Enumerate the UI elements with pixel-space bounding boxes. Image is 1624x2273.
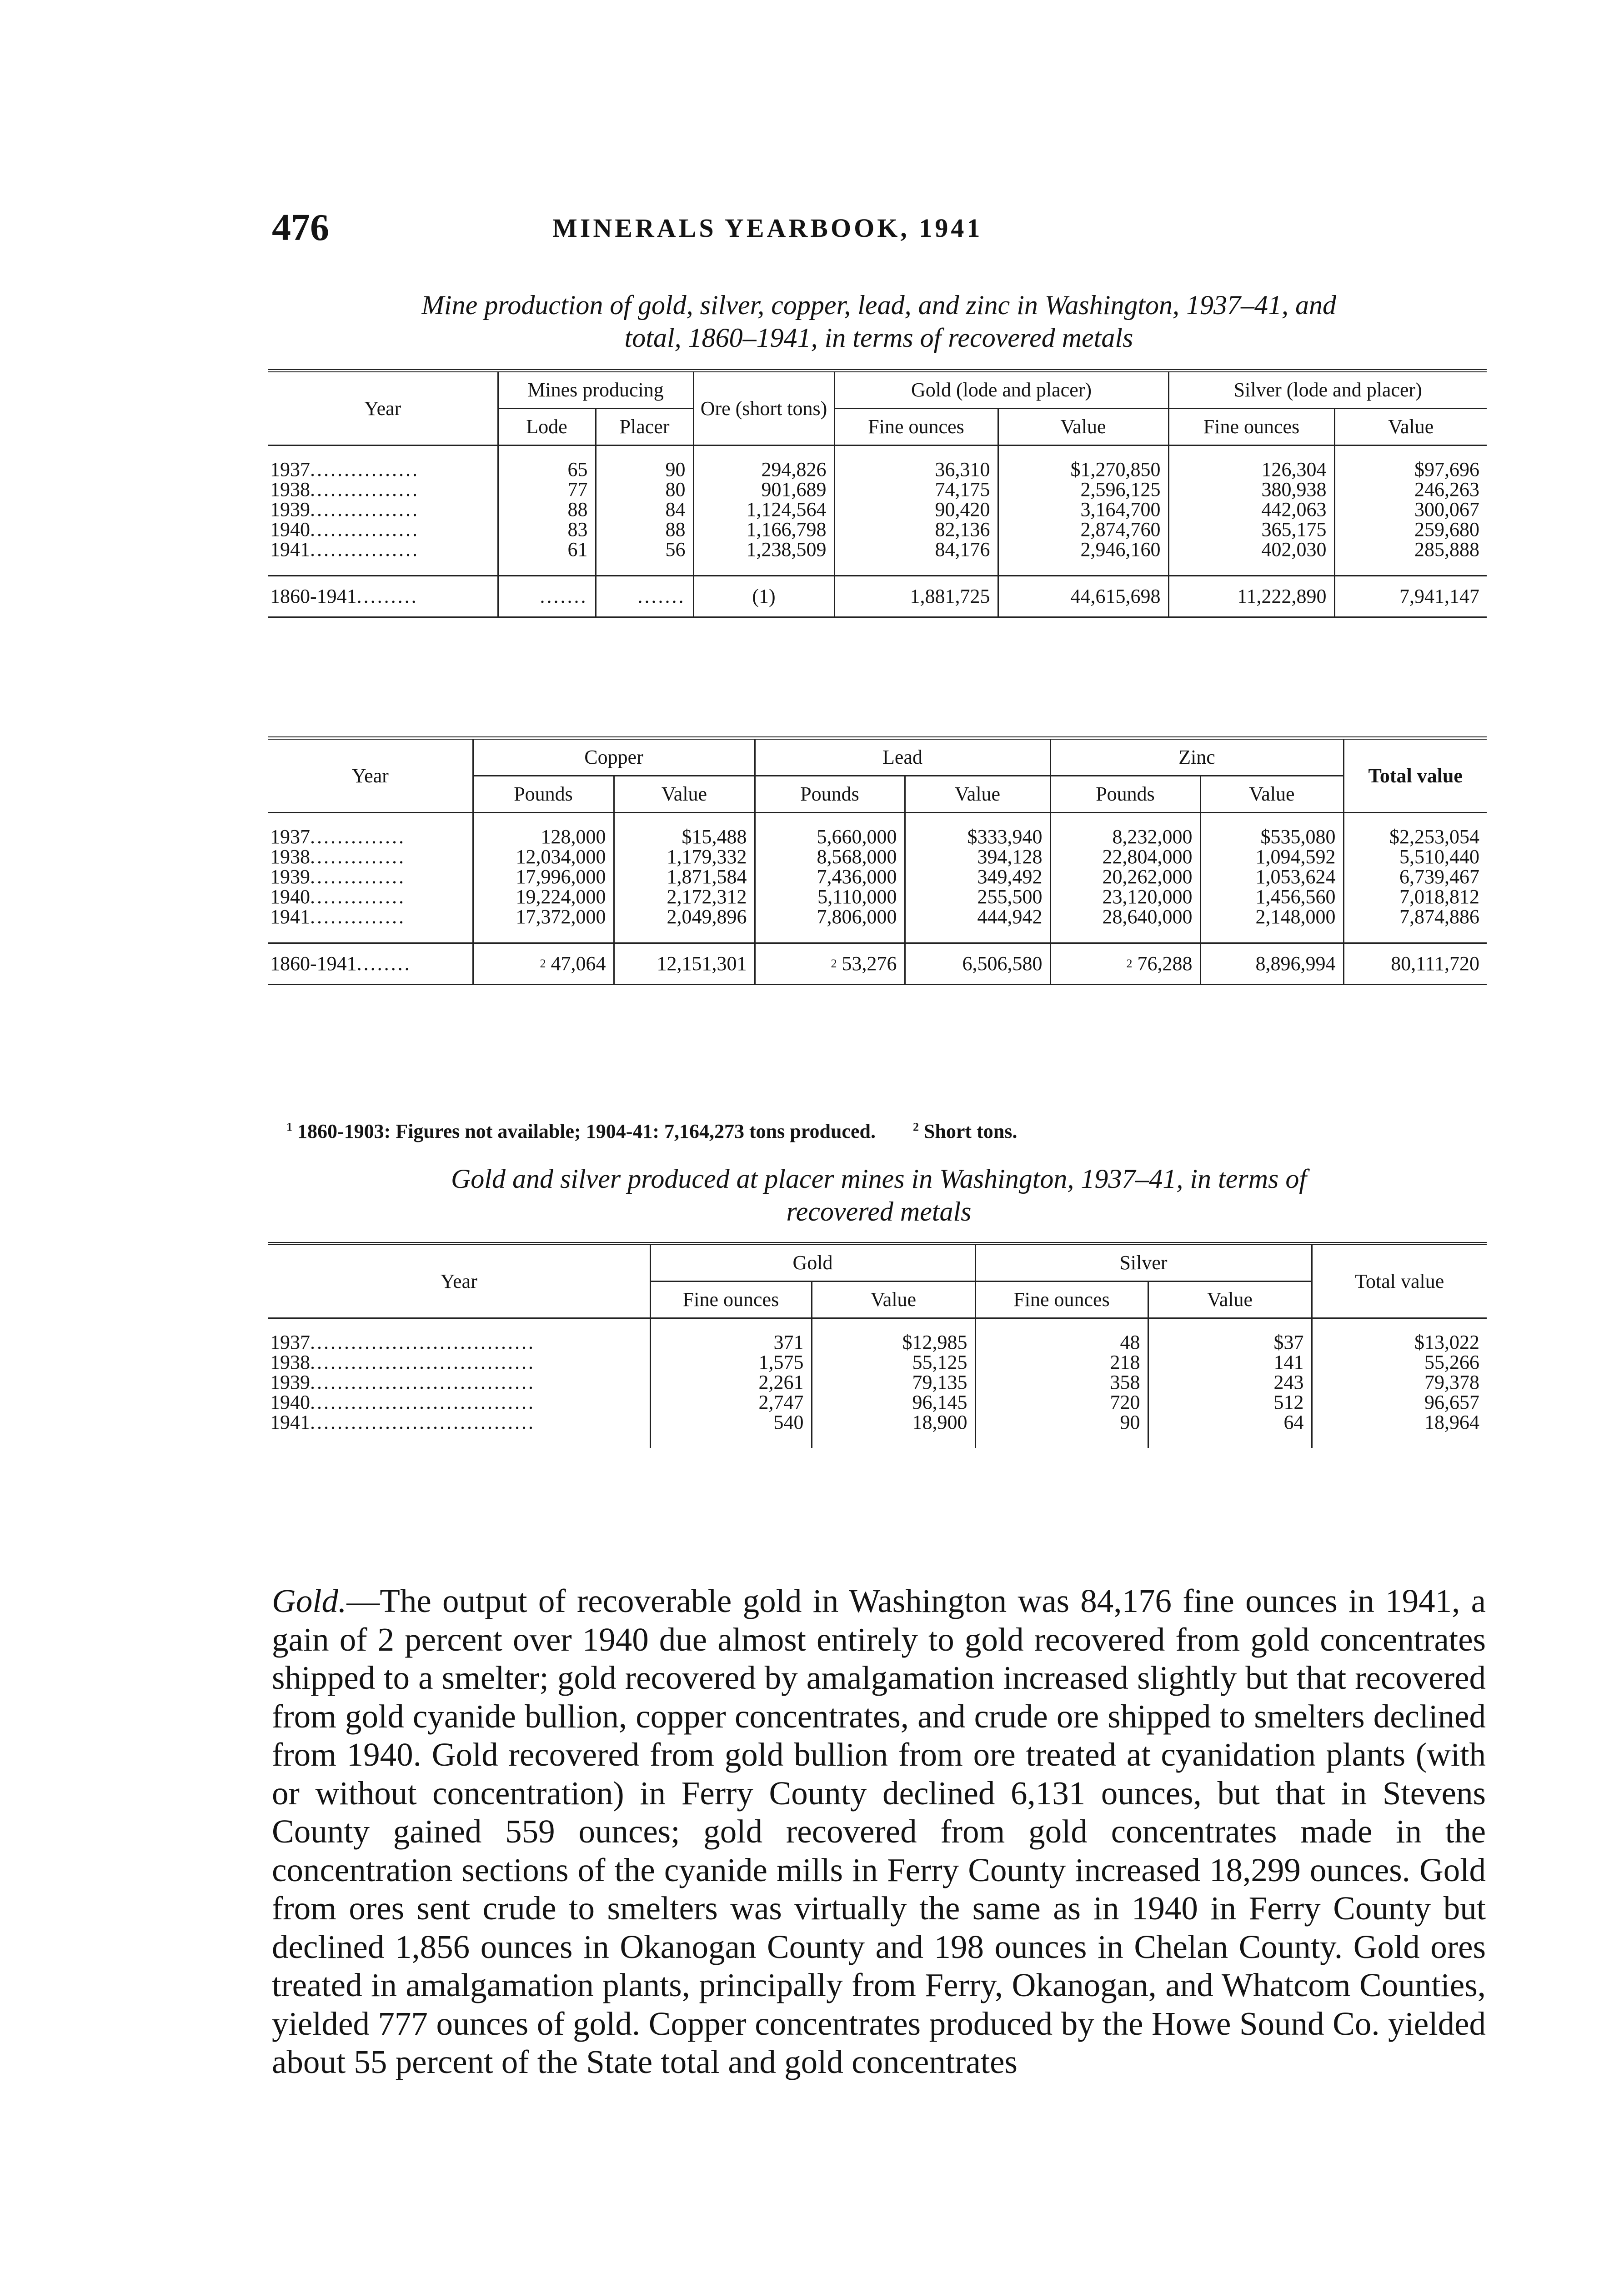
table-total-row: 1860-1941........ $^2$ 47,064 12,151,301 $^2$ 53,276 6,506,580 $^2$ 76,288 8,896,994 80,111,720 — [268, 943, 1487, 985]
table-row: 1939.............. 17,996,000 1,871,584 7,436,000 349,492 20,262,000 1,053,624 6,739,467 — [268, 867, 1487, 887]
ore-cell: (1) — [693, 576, 834, 617]
gold-oz-cell: 90,420 — [834, 500, 998, 520]
gold-value-cell: 2,874,760 — [998, 520, 1168, 540]
gold-value-cell: 2,596,125 — [998, 480, 1168, 500]
gold-value-cell: 55,125 — [812, 1352, 975, 1372]
zn-pounds-cell: 23,120,000 — [1050, 887, 1200, 907]
cu-value-cell: 2,049,896 — [614, 907, 755, 927]
footnote-2: Short tons. — [923, 1120, 1018, 1142]
table-row: 1941................ 61 56 1,238,509 84,176 2,946,160 402,030 285,888 — [268, 540, 1487, 560]
table3 — [268, 1242, 1487, 1448]
zn-value-cell: $535,080 — [1200, 827, 1343, 847]
ore-cell: 1,238,509 — [693, 540, 834, 560]
pb-pounds-cell: 7,436,000 — [755, 867, 905, 887]
page-number: 476 — [272, 206, 329, 249]
table1-placer-header: Placer — [596, 409, 693, 446]
cu-value-cell: 1,179,332 — [614, 847, 755, 867]
table2 — [268, 736, 1487, 985]
gold-value-cell: 79,135 — [812, 1372, 975, 1392]
table2-total-value-header: Total value — [1343, 738, 1487, 813]
table1-gold-header: Gold (lode and placer) — [834, 371, 1168, 409]
year-cell: 1938 — [270, 1351, 310, 1373]
table-row: 1941.............. 17,372,000 2,049,896 7,806,000 444,942 28,640,000 2,148,000 7,874,886 — [268, 907, 1487, 927]
table2-zn-value-header: Value — [1200, 776, 1343, 813]
pb-value-cell: 444,942 — [905, 907, 1050, 927]
table1 — [268, 369, 1487, 618]
placer-cell: 90 — [596, 460, 693, 480]
silver-value-cell: 7,941,147 — [1334, 576, 1487, 617]
running-title: MINERALS YEARBOOK, 1941 — [552, 213, 983, 243]
cu-pounds-cell: 47,064 — [551, 952, 606, 975]
footnotes — [286, 1120, 1017, 1143]
table-row: 1940.............. 19,224,000 2,172,312 5,110,000 255,500 23,120,000 1,456,560 7,018,812 — [268, 887, 1487, 907]
gold-oz-cell: 1,881,725 — [834, 576, 998, 617]
silver-value-cell: 246,263 — [1334, 480, 1487, 500]
table2-copper-header: Copper — [473, 738, 755, 776]
table1-gold-value-header: Value — [998, 409, 1168, 446]
table2-lead-header: Lead — [755, 738, 1050, 776]
gold-oz-cell: 2,747 — [650, 1392, 812, 1412]
total-value-cell: 80,111,720 — [1343, 943, 1487, 985]
gold-value-cell: 2,946,160 — [998, 540, 1168, 560]
table-row: 1939................................. 2,261 79,135 358 243 79,378 — [268, 1372, 1487, 1392]
table-row: 1940................................. 2,747 96,145 720 512 96,657 — [268, 1392, 1487, 1412]
gold-oz-cell: 1,575 — [650, 1352, 812, 1372]
year-cell: 1941 — [270, 1411, 310, 1433]
gold-oz-cell: 74,175 — [834, 480, 998, 500]
total-value-cell: 6,739,467 — [1343, 867, 1487, 887]
pb-pounds-cell: 5,110,000 — [755, 887, 905, 907]
cu-pounds-cell: 17,372,000 — [473, 907, 614, 927]
total-value-cell: 7,874,886 — [1343, 907, 1487, 927]
zn-pounds-cell: 8,232,000 — [1050, 827, 1200, 847]
table3-caption-line1: Gold and silver produced at placer mines in Washington, 1937–41, in terms of — [451, 1164, 1307, 1194]
table2-zn-pounds-header: Pounds — [1050, 776, 1200, 813]
year-cell: 1940 — [270, 518, 310, 541]
total-value-cell: 55,266 — [1312, 1352, 1487, 1372]
table2-year-header: Year — [268, 738, 473, 813]
zn-pounds-cell: 28,640,000 — [1050, 907, 1200, 927]
gold-value-cell: 18,900 — [812, 1412, 975, 1432]
silver-value-cell: 285,888 — [1334, 540, 1487, 560]
silver-oz-cell: 720 — [975, 1392, 1148, 1412]
table1-caption — [272, 289, 1486, 354]
zn-value-cell: 1,053,624 — [1200, 867, 1343, 887]
zn-pounds-cell: 20,262,000 — [1050, 867, 1200, 887]
pb-pounds-cell: 7,806,000 — [755, 907, 905, 927]
silver-oz-cell: 365,175 — [1168, 520, 1334, 540]
lode-cell: 83 — [498, 520, 596, 540]
year-cell: 1940 — [270, 886, 310, 908]
gold-oz-cell: 84,176 — [834, 540, 998, 560]
table3-gold-oz-header: Fine ounces — [650, 1282, 812, 1318]
year-cell: 1941 — [270, 538, 310, 561]
footnote-ref: 2 — [540, 957, 546, 970]
table3-caption — [272, 1162, 1486, 1228]
table1-caption-line2: total, 1860–1941, in terms of recovered metals — [624, 323, 1133, 353]
silver-oz-cell: 48 — [975, 1332, 1148, 1352]
footnote-mark: 1 — [286, 1120, 292, 1134]
cu-value-cell: 12,151,301 — [614, 943, 755, 985]
table3-gold-header: Gold — [650, 1244, 975, 1282]
table1-silver-value-header: Value — [1334, 409, 1487, 446]
table3-caption-line2: recovered metals — [786, 1197, 972, 1227]
placer-cell: 56 — [596, 540, 693, 560]
year-cell: 1939 — [270, 866, 310, 888]
table-row: 1941................................. 540 18,900 90 64 18,964 — [268, 1412, 1487, 1432]
cu-value-cell: 1,871,584 — [614, 867, 755, 887]
table1-silver-header: Silver (lode and placer) — [1168, 371, 1487, 409]
total-value-cell: 7,018,812 — [1343, 887, 1487, 907]
year-cell: 1937 — [270, 458, 310, 481]
silver-value-cell: 512 — [1148, 1392, 1312, 1412]
table2-pb-pounds-header: Pounds — [755, 776, 905, 813]
gold-value-cell: 96,145 — [812, 1392, 975, 1412]
zn-pounds-cell: 76,288 — [1137, 952, 1193, 975]
placer-cell: 80 — [596, 480, 693, 500]
table-row: 1937................ 65 90 294,826 36,310 $1,270,850 126,304 $97,696 — [268, 460, 1487, 480]
silver-oz-cell: 358 — [975, 1372, 1148, 1392]
paragraph-lead: Gold. — [272, 1582, 347, 1619]
silver-value-cell: 64 — [1148, 1412, 1312, 1432]
zn-value-cell: 2,148,000 — [1200, 907, 1343, 927]
table2-cu-pounds-header: Pounds — [473, 776, 614, 813]
table1-lode-header: Lode — [498, 409, 596, 446]
gold-oz-cell: 540 — [650, 1412, 812, 1432]
total-value-cell: 79,378 — [1312, 1372, 1487, 1392]
table-row: 1939................ 88 84 1,124,564 90,420 3,164,700 442,063 300,067 — [268, 500, 1487, 520]
ore-cell: 294,826 — [693, 460, 834, 480]
year-cell: 1938 — [270, 846, 310, 868]
table3-year-header: Year — [268, 1244, 650, 1318]
table-row: 1938................ 77 80 901,689 74,175 2,596,125 380,938 246,263 — [268, 480, 1487, 500]
footnote-mark: 2 — [912, 1120, 919, 1134]
table2-zinc-header: Zinc — [1050, 738, 1343, 776]
cu-pounds-cell: 128,000 — [473, 827, 614, 847]
lode-cell: 77 — [498, 480, 596, 500]
gold-value-cell: $12,985 — [812, 1332, 975, 1352]
silver-oz-cell: 11,222,890 — [1168, 576, 1334, 617]
cu-pounds-cell: 12,034,000 — [473, 847, 614, 867]
ore-cell: 1,166,798 — [693, 520, 834, 540]
table3-silver-header: Silver — [975, 1244, 1312, 1282]
gold-oz-cell: 82,136 — [834, 520, 998, 540]
silver-value-cell: 141 — [1148, 1352, 1312, 1372]
total-value-cell: 5,510,440 — [1343, 847, 1487, 867]
year-cell: 1860-1941 — [270, 585, 357, 607]
table3-gold-value-header: Value — [812, 1282, 975, 1318]
silver-oz-cell: 126,304 — [1168, 460, 1334, 480]
silver-value-cell: 243 — [1148, 1372, 1312, 1392]
table1-gold-oz-header: Fine ounces — [834, 409, 998, 446]
lode-cell: 65 — [498, 460, 596, 480]
table1-mines-header: Mines producing — [498, 371, 693, 409]
pb-value-cell: 394,128 — [905, 847, 1050, 867]
cu-pounds-cell: 19,224,000 — [473, 887, 614, 907]
table3-silver-oz-header: Fine ounces — [975, 1282, 1148, 1318]
total-value-cell: 18,964 — [1312, 1412, 1487, 1432]
table-row: 1940................ 83 88 1,166,798 82,136 2,874,760 365,175 259,680 — [268, 520, 1487, 540]
gold-oz-cell: 36,310 — [834, 460, 998, 480]
pb-value-cell: 6,506,580 — [905, 943, 1050, 985]
pb-pounds-cell: 8,568,000 — [755, 847, 905, 867]
year-cell: 1939 — [270, 1371, 310, 1393]
pb-value-cell: 255,500 — [905, 887, 1050, 907]
table3-total-value-header: Total value — [1312, 1244, 1487, 1318]
lode-cell: 88 — [498, 500, 596, 520]
silver-oz-cell: 380,938 — [1168, 480, 1334, 500]
silver-value-cell: $97,696 — [1334, 460, 1487, 480]
table3-silver-value-header: Value — [1148, 1282, 1312, 1318]
silver-value-cell: $37 — [1148, 1332, 1312, 1352]
table1-ore-header: Ore (short tons) — [693, 371, 834, 446]
pb-value-cell: $333,940 — [905, 827, 1050, 847]
placer-cell: 88 — [596, 520, 693, 540]
silver-oz-cell: 402,030 — [1168, 540, 1334, 560]
footnote-1: 1860-1903: Figures not available; 1904-41: 7,164,273 tons produced. — [297, 1120, 876, 1142]
table1-year-header: Year — [268, 371, 498, 446]
cu-value-cell: 2,172,312 — [614, 887, 755, 907]
table-row: 1937.............. 128,000 $15,488 5,660,000 $333,940 8,232,000 $535,080 $2,253,054 — [268, 827, 1487, 847]
pb-value-cell: 349,492 — [905, 867, 1050, 887]
cu-value-cell: $15,488 — [614, 827, 755, 847]
body-paragraph — [272, 1582, 1486, 2082]
gold-value-cell: $1,270,850 — [998, 460, 1168, 480]
year-cell: 1940 — [270, 1391, 310, 1413]
year-cell: 1937 — [270, 826, 310, 848]
silver-oz-cell: 442,063 — [1168, 500, 1334, 520]
lode-cell: 61 — [498, 540, 596, 560]
year-cell: 1937 — [270, 1331, 310, 1353]
table-row: 1938................................. 1,575 55,125 218 141 55,266 — [268, 1352, 1487, 1372]
zn-pounds-cell: 22,804,000 — [1050, 847, 1200, 867]
footnote-ref: 2 — [1126, 957, 1133, 970]
total-value-cell: $13,022 — [1312, 1332, 1487, 1352]
pb-pounds-cell: 5,660,000 — [755, 827, 905, 847]
zn-value-cell: 1,094,592 — [1200, 847, 1343, 867]
silver-oz-cell: 218 — [975, 1352, 1148, 1372]
gold-oz-cell: 371 — [650, 1332, 812, 1352]
silver-value-cell: 300,067 — [1334, 500, 1487, 520]
gold-value-cell: 3,164,700 — [998, 500, 1168, 520]
table1-silver-oz-header: Fine ounces — [1168, 409, 1334, 446]
gold-oz-cell: 2,261 — [650, 1372, 812, 1392]
silver-value-cell: 259,680 — [1334, 520, 1487, 540]
footnote-ref: 2 — [831, 957, 837, 970]
zn-value-cell: 8,896,994 — [1200, 943, 1343, 985]
table-row: 1938.............. 12,034,000 1,179,332 8,568,000 394,128 22,804,000 1,094,592 5,510,440 — [268, 847, 1487, 867]
total-value-cell: $2,253,054 — [1343, 827, 1487, 847]
year-cell: 1938 — [270, 478, 310, 501]
total-value-cell: 96,657 — [1312, 1392, 1487, 1412]
paragraph-text: —The output of recoverable gold in Washington was 84,176 fine ounces in 1941, a gain of 2 percent over 1940 due almost entirely to gold recovered from gold concentrates shipped to a smelter; gold recovered by amalgamation increased slightly but that recovered from gold cyanide bullion, copper concentrates, and crude ore shipped to smelters declined from 1940. Gold recovered from gold bullion from ore treated at cyanidation plants (with or without concentration) in Ferry County declined 6,131 ounces, but that in Stevens County gained 559 ounces; gold recovered from gold concentrates made in the concentration sections of the cyanide mills in Ferry County increased 18,299 ounces. Gold from ores sent crude to smelters was virtually the same as in 1940 in Ferry County but declined 1,856 ounces in Okanogan County and 198 ounces in Chelan County. Gold ores treated in amalgamation plants, principally from Ferry, Okanogan, and Whatcom Counties, yielded 777 ounces of gold. Copper concentrates produced by the Howe Sound Co. yielded about 55 percent of the State total and gold concentrates — [272, 1582, 1486, 2080]
gold-value-cell: 44,615,698 — [998, 576, 1168, 617]
pb-pounds-cell: 53,276 — [842, 952, 897, 975]
table2-cu-value-header: Value — [614, 776, 755, 813]
ore-cell: 1,124,564 — [693, 500, 834, 520]
zn-value-cell: 1,456,560 — [1200, 887, 1343, 907]
ore-cell: 901,689 — [693, 480, 834, 500]
year-cell: 1941 — [270, 906, 310, 928]
silver-oz-cell: 90 — [975, 1412, 1148, 1432]
cu-pounds-cell: 17,996,000 — [473, 867, 614, 887]
table2-pb-value-header: Value — [905, 776, 1050, 813]
table1-caption-line1: Mine production of gold, silver, copper, lead, and zinc in Washington, 1937–41, and — [421, 290, 1337, 320]
placer-cell: 84 — [596, 500, 693, 520]
year-cell: 1860-1941 — [270, 952, 357, 975]
table-total-row: 1860-1941......... ....... ....... (1) 1,881,725 44,615,698 11,222,890 7,941,147 — [268, 576, 1487, 617]
year-cell: 1939 — [270, 498, 310, 521]
table-row: 1937................................. 371 $12,985 48 $37 $13,022 — [268, 1332, 1487, 1352]
